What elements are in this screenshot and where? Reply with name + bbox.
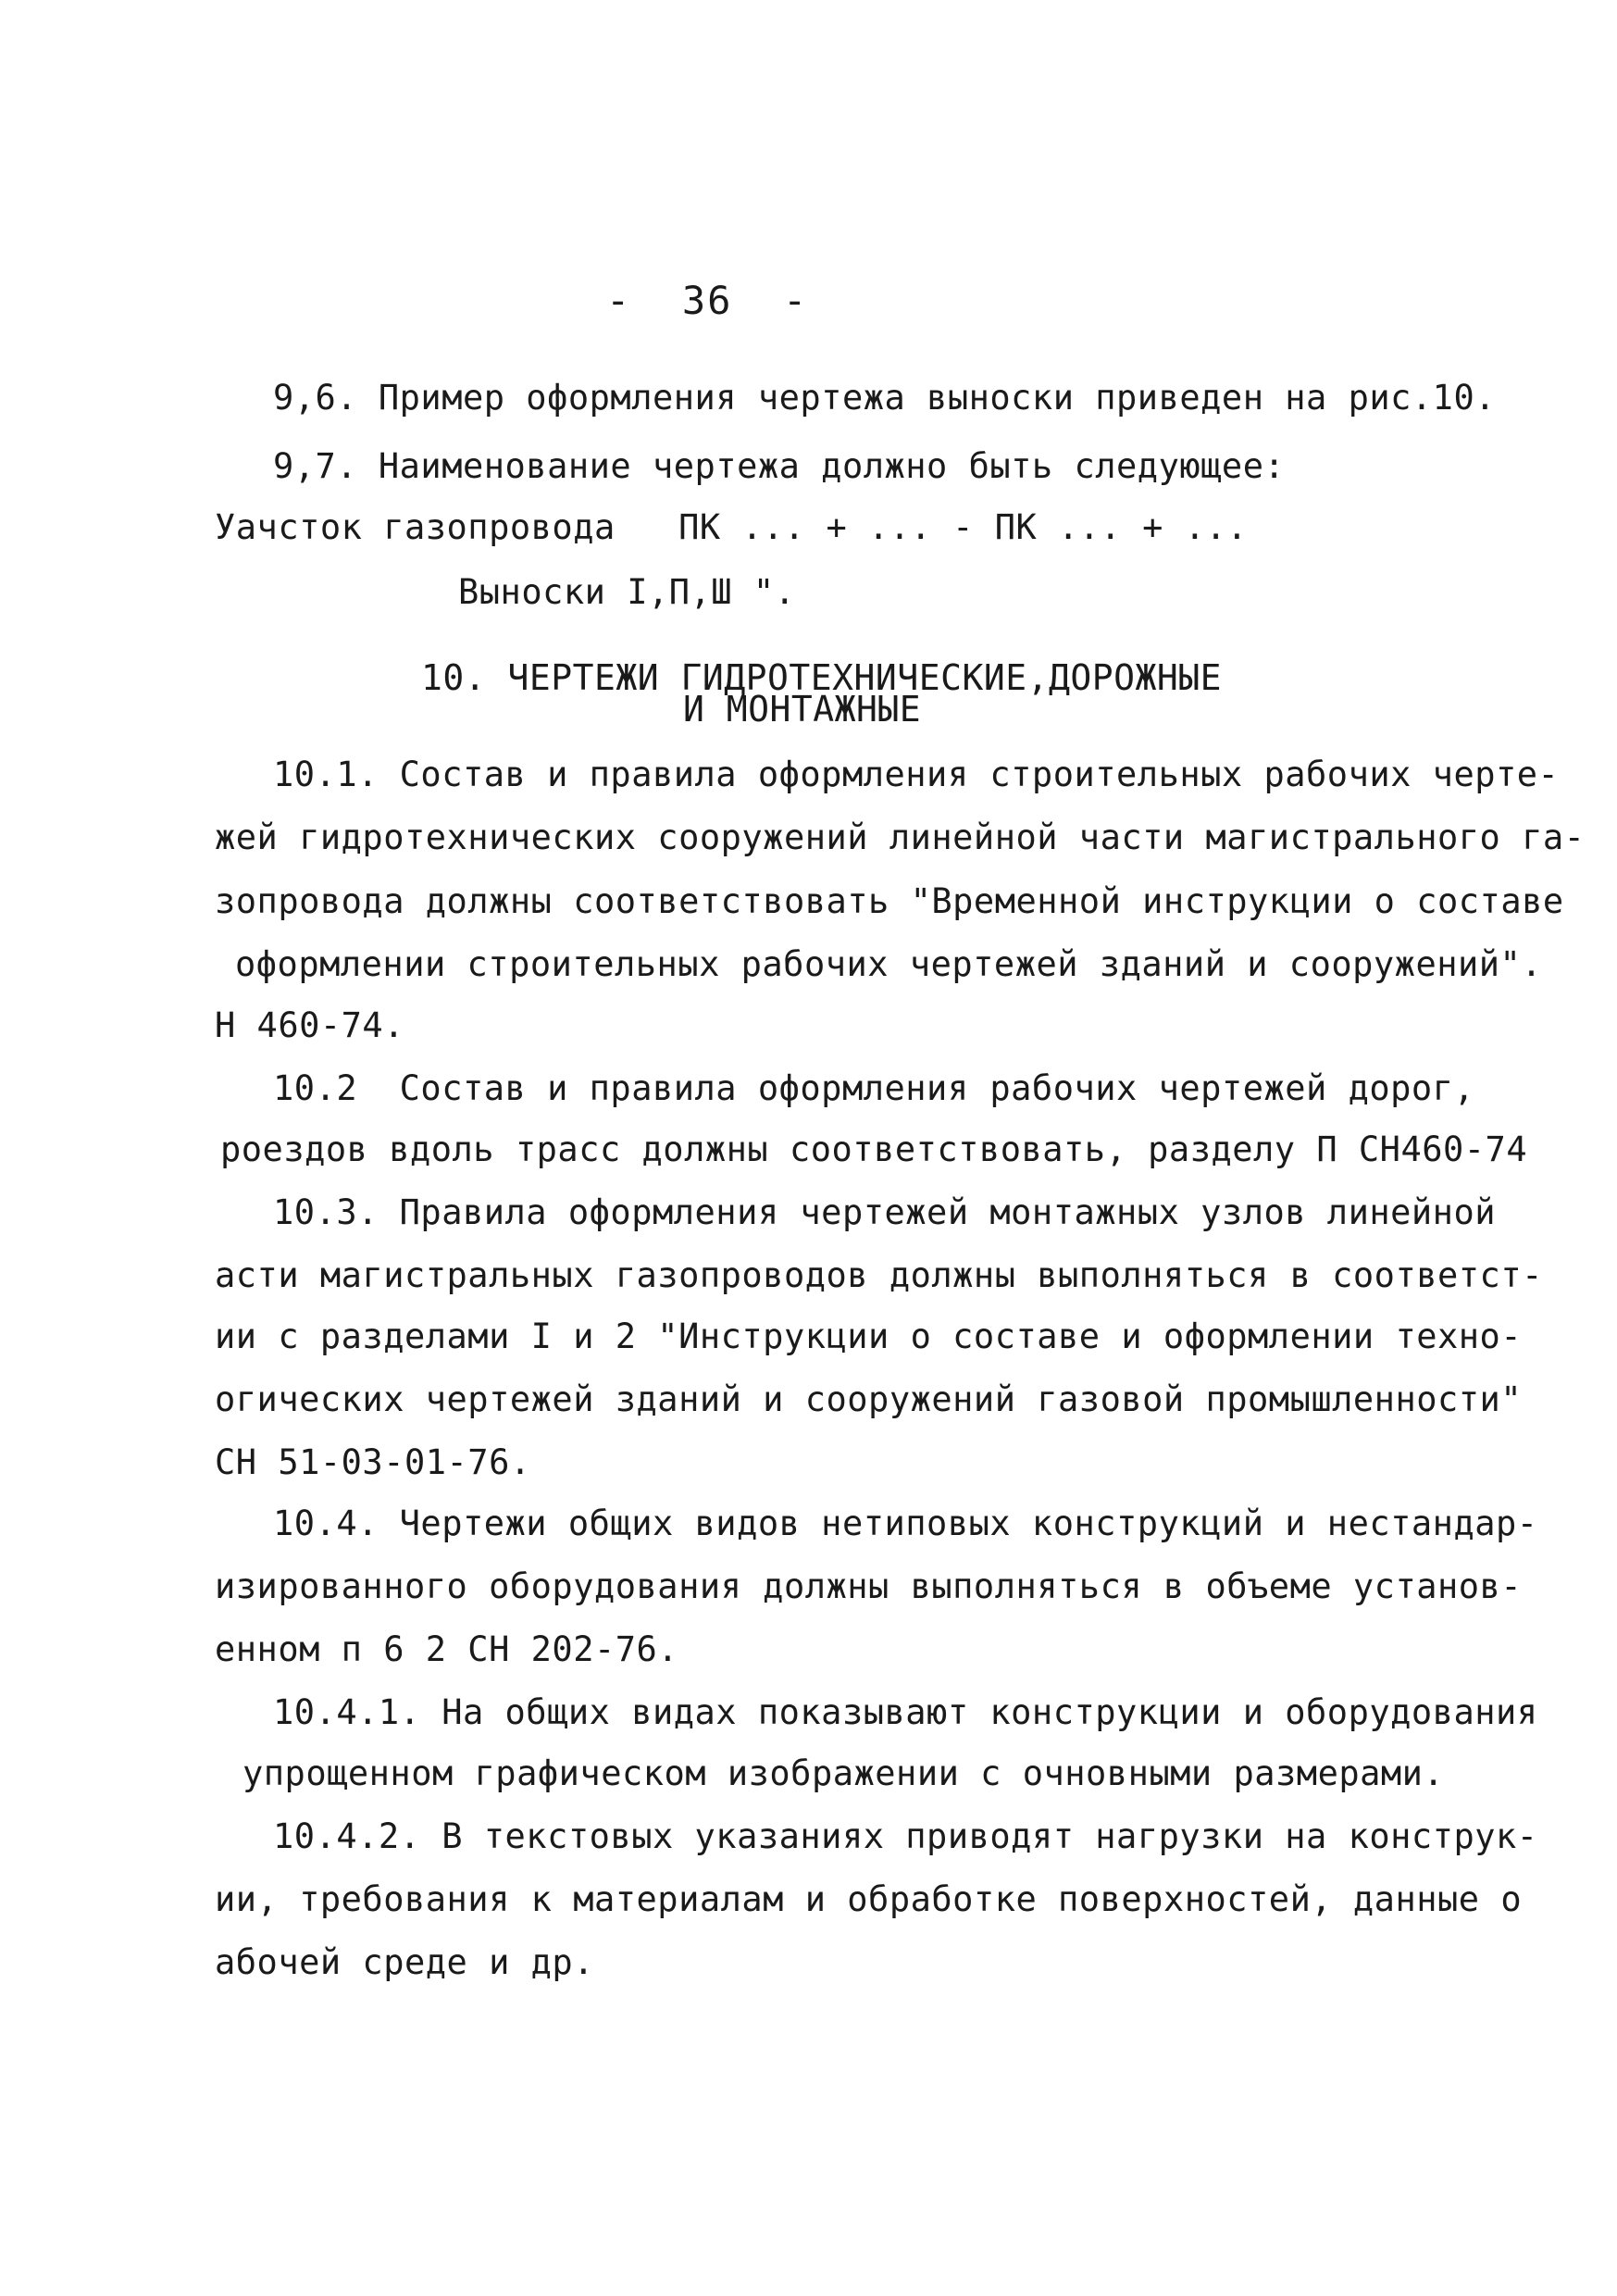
- para-10-4-1-line-1: 10.4.1. На общих видах показывают конструкции и оборудования: [273, 1692, 1538, 1732]
- para-10-1-line-2: жей гидротехнических сооружений линейной части магистрального га-: [215, 817, 1586, 857]
- para-10-4-line-1: 10.4. Чертежи общих видов нетиповых конструкций и нестандар-: [273, 1504, 1538, 1543]
- page-number: - 36 -: [606, 278, 809, 323]
- section-heading-2: И МОНТАЖНЫЕ: [683, 689, 922, 730]
- para-10-3-line-4: огических чертежей зданий и сооружений газовой промышленности": [215, 1379, 1523, 1419]
- para-10-4-1-line-2: упрощенном графическом изображении с очновными размерами.: [243, 1753, 1445, 1793]
- para-10-2-line-2: роездов вдоль трасс должны соответствовать, разделу П СН460-74: [220, 1129, 1528, 1169]
- para-10-3-line-5: СН 51-03-01-76.: [215, 1442, 531, 1482]
- drawing-name-line: Уачсток газопровода ПК ... + ... - ПК ... + ...: [215, 507, 1249, 547]
- para-10-4-2-line-1: 10.4.2. В текстовых указаниях приводят нагрузки на конструк-: [273, 1816, 1538, 1856]
- para-9-7: 9,7. Наименование чертежа должно быть следующее:: [273, 446, 1286, 486]
- para-10-2-line-1: 10.2 Состав и правила оформления рабочих чертежей дорог,: [273, 1068, 1475, 1108]
- para-10-1-line-1: 10.1. Состав и правила оформления строительных рабочих черте-: [273, 755, 1560, 794]
- para-10-1-line-3: зопровода должны соответствовать "Временной инструкции о составе: [215, 881, 1564, 921]
- para-10-3-line-1: 10.3. Правила оформления чертежей монтажных узлов линейной: [273, 1192, 1497, 1232]
- para-10-1-line-5: Н 460-74.: [215, 1005, 404, 1045]
- para-10-4-2-line-3: абочей среде и др.: [215, 1942, 594, 1982]
- para-10-1-line-4: оформлении строительных рабочих чертежей зданий и сооружений".: [235, 944, 1543, 984]
- para-9-6: 9,6. Пример оформления чертежа выноски приведен на рис.10.: [273, 378, 1497, 418]
- para-10-4-2-line-2: ии, требования к материалам и обработке поверхностей, данные о: [215, 1879, 1523, 1919]
- drawing-name-line-2: Выноски I,П,Ш ".: [458, 572, 796, 612]
- para-10-4-line-3: енном п 6 2 СН 202-76.: [215, 1629, 679, 1669]
- para-10-3-line-3: ии с разделами I и 2 "Инструкции о составе и оформлении техно-: [215, 1316, 1523, 1356]
- para-10-4-line-2: изированного оборудования должны выполняться в объеме установ-: [215, 1566, 1523, 1606]
- para-10-3-line-2: асти магистральных газопроводов должны выполняться в соответст-: [215, 1255, 1543, 1295]
- section-heading: 10. ЧЕРТЕЖИ ГИДРОТЕХНИЧЕСКИЕ,ДОРОЖНЫЕ: [421, 657, 1222, 698]
